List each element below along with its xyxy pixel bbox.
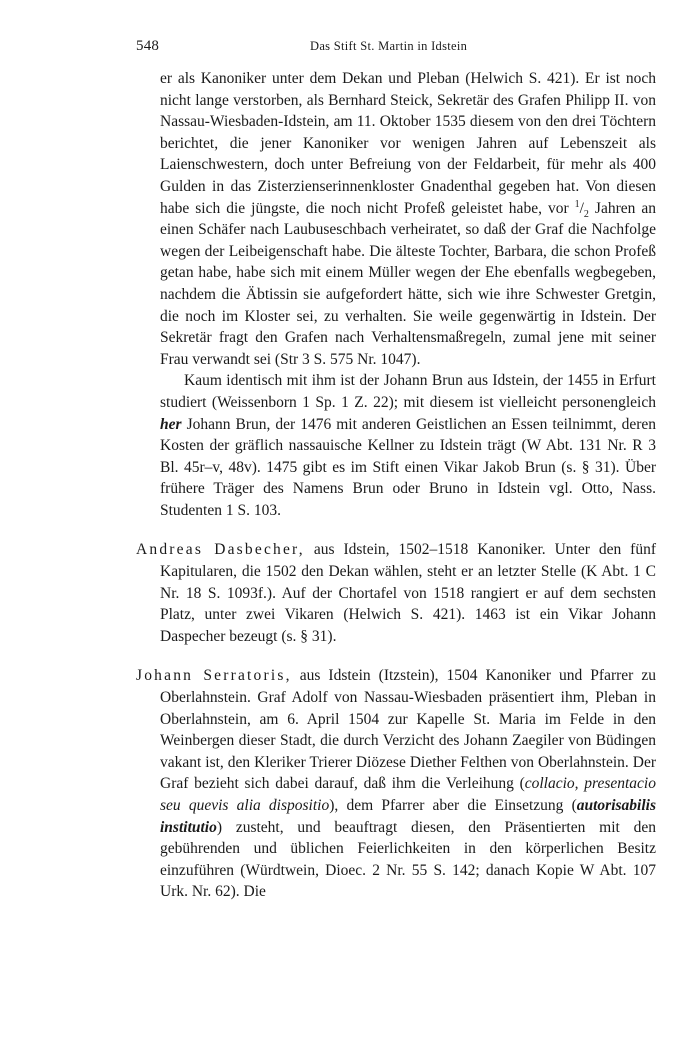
paragraph-text: er als Kanoniker unter dem Dekan und Pleban (Helwich S. 421). Er ist noch nicht lange verstorben, als Bernhard Steick, Sekretär des Grafen Philipp II. von Nassau-Wiesbaden-Idstein, am 11. Oktober 1535 diesem von den drei Töchtern berichtet, die jener Kanoniker vor wenigen Jahren auf Lebenszeit als Laienschwestern, doch unter Befreiung von der Feldarbeit, für mehr als 400 Gulden in das Zisterzienserinnenkloster Gnadenthal gegeben hat. Von diesen habe sich die jüngste, die noch nicht Profeß geleistet habe, vor (160, 70, 656, 217)
entry-name: Johann Serratoris, (136, 667, 292, 685)
body-text (136, 68, 656, 903)
page-number: 548 (136, 38, 160, 54)
emphasis-her: her (160, 415, 182, 433)
paragraph-text: Jahren an einen Schäfer nach Laubuseschbach verheiratet, so daß der Graf die Nachfolge wegen der Leibeigenschaft habe. Die älteste Tochter, Barbara, die schon Profeß getan habe, habe sich mit einem Müller wegen der Ehe ebenfalls wegbegeben, nachdem die Äbtissin sie aufgefordert hätte, sich wie ihre Schwester Gretgin, die noch im Kloster sei, zu verhalten. Sie weile gegenwärtig in Idstein. Der Sekretär fragt den Grafen nach Verhaltensmaßregeln, zumal jene mit seiner Frau verwandt sei (Str 3 S. 575 Nr. 1047). (160, 199, 657, 368)
running-title: Das Stift St. Martin in Idstein (310, 39, 468, 53)
running-header (136, 38, 656, 60)
latin-quote: collacio, presentacio seu quevis alia dispositio (160, 775, 656, 814)
latin-quote: autorisabilis institutio (160, 797, 656, 836)
paragraph-johann-brun (136, 370, 656, 521)
fraction-denominator: 2 (583, 208, 589, 220)
entry-text: aus Idstein, 1502–1518 Kanoniker. Unter den fünf Kapitularen, die 1502 den Dekan wählen, steht er an letzter Stelle (K Abt. 1 C Nr. 18 S. 1093f.). Auf der Chortafel von 1518 rangiert er auf dem sechsten Platz, unter zwei Vikaren (Helwich S. 421). 1463 ist ein Vikar Johann Daspecher bezeugt (s. § 31). (160, 541, 656, 645)
paragraph-text: Johann Brun, der 1476 mit anderen Geistlichen an Essen teilnimmt, deren Kosten der gräflich nassauische Kellner zu Idstein trägt (W Abt. 131 Nr. R 3 Bl. 45r–v, 48v). 1475 gibt es im Stift einen Vikar Jakob Brun (s. § 31). Über frühere Träger des Namens Brun oder Bruno in Idstein vgl. Otto, Nass. Studenten 1 S. 103. (160, 415, 657, 519)
entry-johann-serratoris (136, 665, 656, 903)
fraction-numerator: 1 (574, 198, 580, 210)
entry-name: Andreas Dasbecher, (136, 541, 305, 559)
entry-andreas-dasbecher (136, 539, 656, 647)
paragraph-text: Kaum identisch mit ihm ist der Johann Brun aus Idstein, der 1455 in Erfurt studiert (Weissenborn 1 Sp. 1 Z. 22); mit diesem ist vielleicht personengleich (160, 372, 656, 411)
entry-text: aus Idstein (Itzstein), 1504 Kanoniker und Pfarrer zu Oberlahnstein. Graf Adolf von Nassau-Wiesbaden präsentiert ihm, Pleban in Oberlahnstein, am 6. April 1504 zur Kapelle St. Maria im Felde in den Weinbergen dieser Stadt, die durch Verzicht des Johann Zaegiler von Büdingen vakant ist, den Kleriker Trierer Diözese Diether Felthen von Oberlahnstein. Der Graf bezieht sich dabei darauf, daß ihm die Verleihung ( (160, 667, 656, 793)
entry-text: ) zusteht, und beauftragt diesen, den Präsentierten mit den gebührenden und üblichen Feierlichkeiten in den körperlichen Besitz einzuführen (Würdtwein, Dioec. 2 Nr. 55 S. 142; danach Kopie W Abt. 107 Urk. Nr. 62). Die (160, 818, 656, 901)
entry-text: ), dem Pfarrer aber die Einsetzung ( (329, 797, 577, 814)
paragraph-continuation: er als Kanoniker unter dem Dekan und Pleban (Helwich S. 421). Er ist noch nicht lange verstorben, als Bernhard Steick, Sekretär des Grafen Philipp II. von Nassau-Wiesbaden-Idstein, am 11. Oktober 1535 diesem von den drei Töchtern berichtet, die jener Kanoniker vor wenigen Jahren auf Lebenszeit als Laienschwestern, doch unter Befreiung von der Feldarbeit, für mehr als 400 Gulden in das Zisterzienserinnenkloster Gnadenthal gegeben hat. Von diesen habe sich die jüngste, die noch nicht Profeß geleistet habe, vor $^1/_2$ Jahren an einen Schäfer nach Laubuseschbach verheiratet, so daß der Graf die Nachfolge wegen der Leibeigenschaft habe. Die älteste Tochter, Barbara, die schon Profeß getan habe, habe sich mit einem Müller wegen der Ehe ebenfalls wegbegeben, nachdem die Äbtissin sie aufgefordert hätte, sich wie ihre Schwester Gretgin, die noch im Kloster sei, zu verhalten. Sie weile gegenwärtig in Idstein. Der Sekretär fragt den Grafen nach Verhaltensmaßregeln, zumal jene mit seiner Frau verwandt sei (Str 3 S. 575 Nr. 1047). (160, 70, 657, 368)
